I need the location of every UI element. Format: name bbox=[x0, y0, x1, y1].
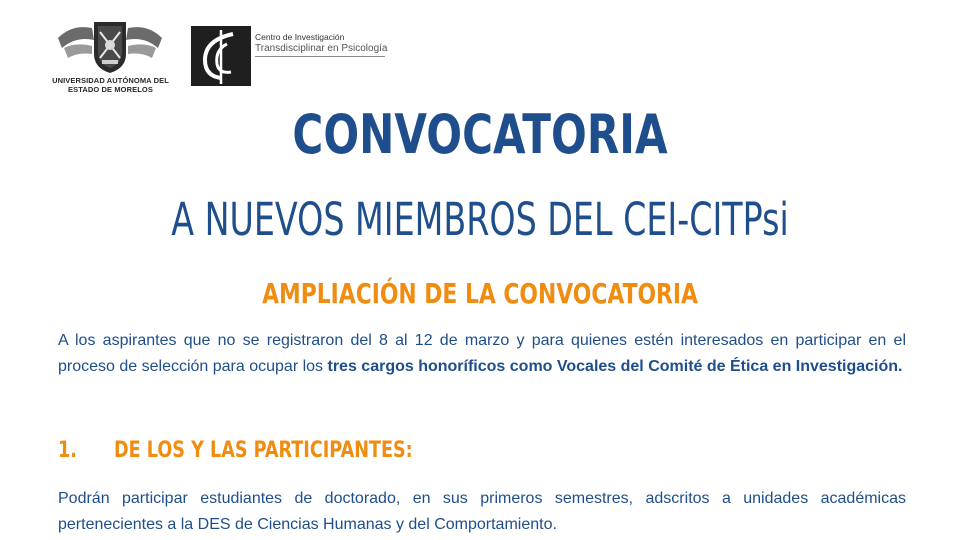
uaem-name bbox=[48, 76, 173, 94]
citpsi-divider bbox=[255, 56, 385, 57]
section-title: DE LOS Y LAS PARTICIPANTES: bbox=[114, 438, 413, 463]
uaem-name-line2: ESTADO DE MORELOS bbox=[68, 85, 153, 94]
section-heading bbox=[58, 434, 413, 468]
extension-heading: AMPLIACIÓN DE LA CONVOCATORIA bbox=[262, 277, 698, 310]
citpsi-logo bbox=[191, 26, 391, 86]
section-number: 1. bbox=[58, 438, 77, 463]
intro-paragraph bbox=[58, 328, 906, 380]
intro-bold-text: tres cargos honoríficos como Vocales del Comité de Ética en Investigación. bbox=[327, 358, 903, 375]
page-subtitle: A NUEVOS MIEMBROS DEL CEI-CITPsi bbox=[171, 193, 789, 246]
uaem-shield-icon bbox=[54, 18, 166, 74]
intro-text: A los aspirantes que no se registraron del 8 al 12 de marzo y para quienes estén interesados en participar en el proceso de selección para ocupar los bbox=[58, 332, 906, 375]
uaem-logo bbox=[48, 18, 173, 98]
header-logos bbox=[0, 0, 960, 100]
section-paragraph: Podrán participar estudiantes de doctorado, en sus primeros semestres, adscritos a unidades académicas pertenecientes a la DES de Ciencias Humanas y del Comportamiento. bbox=[58, 490, 906, 533]
citpsi-mark-icon bbox=[191, 26, 251, 86]
uaem-name-line1: UNIVERSIDAD AUTÓNOMA DEL bbox=[52, 76, 169, 85]
citpsi-name-line1: Centro de Investigación bbox=[255, 32, 345, 42]
page-title: CONVOCATORIA bbox=[292, 103, 668, 166]
citpsi-name-line2: Transdisciplinar en Psicología bbox=[255, 43, 388, 54]
